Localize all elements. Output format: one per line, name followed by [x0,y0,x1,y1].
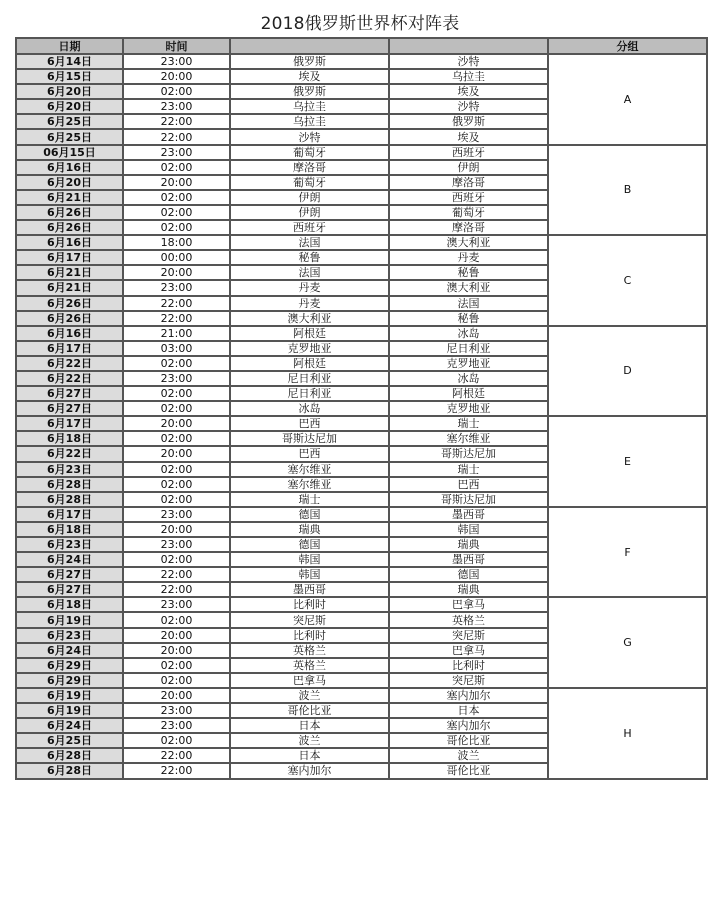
date-cell: 6月21日 [16,280,123,295]
team2-cell: 冰岛 [389,371,548,386]
date-cell: 6月21日 [16,265,123,280]
time-cell: 02:00 [123,386,230,401]
team2-cell: 西班牙 [389,190,548,205]
table-row [16,145,707,160]
team1-cell: 沙特 [230,129,389,144]
date-cell: 6月23日 [16,628,123,643]
time-cell: 00:00 [123,250,230,265]
team2-cell: 突尼斯 [389,673,548,688]
team2-cell: 秘鲁 [389,311,548,326]
time-cell: 02:00 [123,220,230,235]
table-row [16,597,707,612]
date-cell: 6月18日 [16,597,123,612]
team1-cell: 韩国 [230,552,389,567]
team2-cell: 巴西 [389,477,548,492]
date-cell: 6月17日 [16,341,123,356]
date-cell: 6月27日 [16,401,123,416]
team1-cell: 丹麦 [230,280,389,295]
team1-cell: 克罗地亚 [230,341,389,356]
time-cell: 22:00 [123,296,230,311]
team1-cell: 德国 [230,537,389,552]
header-row [16,38,707,54]
time-cell: 22:00 [123,748,230,763]
team2-cell: 克罗地亚 [389,356,548,371]
table-row [16,54,707,69]
time-cell: 02:00 [123,401,230,416]
date-cell: 6月26日 [16,220,123,235]
time-cell: 23:00 [123,371,230,386]
team1-cell: 葡萄牙 [230,175,389,190]
time-cell: 22:00 [123,763,230,778]
team2-cell: 沙特 [389,99,548,114]
team1-cell: 乌拉圭 [230,99,389,114]
team2-cell: 沙特 [389,54,548,69]
team2-cell: 法国 [389,296,548,311]
time-cell: 20:00 [123,446,230,461]
table-row [16,416,707,431]
team2-cell: 葡萄牙 [389,205,548,220]
team1-cell: 韩国 [230,567,389,582]
date-cell: 6月16日 [16,160,123,175]
date-cell: 06月15日 [16,145,123,160]
date-cell: 6月28日 [16,763,123,778]
team1-cell: 法国 [230,265,389,280]
date-cell: 6月19日 [16,688,123,703]
date-cell: 6月24日 [16,643,123,658]
team2-cell: 澳大利亚 [389,235,548,250]
time-cell: 02:00 [123,733,230,748]
team1-cell: 日本 [230,748,389,763]
date-cell: 6月17日 [16,416,123,431]
date-cell: 6月19日 [16,612,123,627]
date-cell: 6月27日 [16,567,123,582]
team1-cell: 比利时 [230,597,389,612]
time-cell: 02:00 [123,673,230,688]
header-date: 日期 [16,38,123,54]
time-cell: 23:00 [123,145,230,160]
team2-cell: 瑞士 [389,462,548,477]
team1-cell: 阿根廷 [230,356,389,371]
team1-cell: 哥斯达尼加 [230,431,389,446]
team2-cell: 瑞典 [389,582,548,597]
date-cell: 6月17日 [16,250,123,265]
date-cell: 6月18日 [16,431,123,446]
table-row [16,235,707,250]
date-cell: 6月28日 [16,492,123,507]
time-cell: 02:00 [123,190,230,205]
team1-cell: 伊朗 [230,190,389,205]
team2-cell: 克罗地亚 [389,401,548,416]
team2-cell: 埃及 [389,84,548,99]
team1-cell: 巴拿马 [230,673,389,688]
date-cell: 6月20日 [16,175,123,190]
team1-cell: 德国 [230,507,389,522]
team1-cell: 英格兰 [230,658,389,673]
header-group: 分组 [548,38,707,54]
team2-cell: 哥伦比亚 [389,733,548,748]
time-cell: 21:00 [123,326,230,341]
date-cell: 6月29日 [16,673,123,688]
team2-cell: 哥斯达尼加 [389,492,548,507]
time-cell: 23:00 [123,703,230,718]
time-cell: 02:00 [123,462,230,477]
time-cell: 02:00 [123,356,230,371]
time-cell: 20:00 [123,522,230,537]
time-cell: 23:00 [123,507,230,522]
time-cell: 23:00 [123,718,230,733]
team2-cell: 塞尔维亚 [389,431,548,446]
team1-cell: 塞尔维亚 [230,462,389,477]
team2-cell: 阿根廷 [389,386,548,401]
time-cell: 02:00 [123,552,230,567]
time-cell: 23:00 [123,597,230,612]
time-cell: 02:00 [123,431,230,446]
date-cell: 6月20日 [16,99,123,114]
date-cell: 6月24日 [16,718,123,733]
time-cell: 20:00 [123,643,230,658]
group-label: H [548,688,707,779]
header-team1 [230,38,389,54]
team1-cell: 法国 [230,235,389,250]
date-cell: 6月29日 [16,658,123,673]
time-cell: 22:00 [123,582,230,597]
team1-cell: 塞尔维亚 [230,477,389,492]
team1-cell: 摩洛哥 [230,160,389,175]
team1-cell: 俄罗斯 [230,84,389,99]
team1-cell: 阿根廷 [230,326,389,341]
table-row [16,507,707,522]
team1-cell: 墨西哥 [230,582,389,597]
team2-cell: 日本 [389,703,548,718]
team2-cell: 埃及 [389,129,548,144]
date-cell: 6月27日 [16,386,123,401]
team1-cell: 俄罗斯 [230,54,389,69]
team1-cell: 冰岛 [230,401,389,416]
schedule-table [15,37,708,780]
date-cell: 6月22日 [16,446,123,461]
team1-cell: 丹麦 [230,296,389,311]
date-cell: 6月23日 [16,537,123,552]
team2-cell: 尼日利亚 [389,341,548,356]
team2-cell: 巴拿马 [389,643,548,658]
date-cell: 6月19日 [16,703,123,718]
team1-cell: 巴西 [230,446,389,461]
time-cell: 20:00 [123,265,230,280]
time-cell: 23:00 [123,54,230,69]
time-cell: 20:00 [123,416,230,431]
time-cell: 02:00 [123,492,230,507]
date-cell: 6月25日 [16,114,123,129]
team2-cell: 摩洛哥 [389,220,548,235]
team2-cell: 塞内加尔 [389,718,548,733]
team2-cell: 澳大利亚 [389,280,548,295]
team2-cell: 墨西哥 [389,552,548,567]
team1-cell: 尼日利亚 [230,371,389,386]
team1-cell: 秘鲁 [230,250,389,265]
time-cell: 22:00 [123,567,230,582]
time-cell: 23:00 [123,99,230,114]
team2-cell: 英格兰 [389,612,548,627]
date-cell: 6月22日 [16,356,123,371]
team1-cell: 埃及 [230,69,389,84]
time-cell: 02:00 [123,160,230,175]
date-cell: 6月16日 [16,235,123,250]
date-cell: 6月18日 [16,522,123,537]
group-label: G [548,597,707,688]
time-cell: 22:00 [123,114,230,129]
team1-cell: 哥伦比亚 [230,703,389,718]
team2-cell: 哥斯达尼加 [389,446,548,461]
time-cell: 22:00 [123,129,230,144]
team2-cell: 丹麦 [389,250,548,265]
date-cell: 6月14日 [16,54,123,69]
team1-cell: 乌拉圭 [230,114,389,129]
time-cell: 02:00 [123,84,230,99]
table-row [16,688,707,703]
team2-cell: 突尼斯 [389,628,548,643]
page-title: 2018俄罗斯世界杯对阵表 [260,14,460,34]
date-cell: 6月28日 [16,748,123,763]
date-cell: 6月28日 [16,477,123,492]
team1-cell: 波兰 [230,688,389,703]
date-cell: 6月26日 [16,296,123,311]
table-row [16,326,707,341]
team2-cell: 巴拿马 [389,597,548,612]
team1-cell: 塞内加尔 [230,763,389,778]
date-cell: 6月17日 [16,507,123,522]
header-team2 [389,38,548,54]
time-cell: 02:00 [123,612,230,627]
date-cell: 6月20日 [16,84,123,99]
time-cell: 20:00 [123,628,230,643]
team2-cell: 西班牙 [389,145,548,160]
team2-cell: 俄罗斯 [389,114,548,129]
team2-cell: 德国 [389,567,548,582]
date-cell: 6月24日 [16,552,123,567]
team1-cell: 葡萄牙 [230,145,389,160]
team1-cell: 突尼斯 [230,612,389,627]
date-cell: 6月26日 [16,311,123,326]
time-cell: 23:00 [123,537,230,552]
date-cell: 6月27日 [16,582,123,597]
team2-cell: 伊朗 [389,160,548,175]
team2-cell: 瑞典 [389,537,548,552]
team1-cell: 澳大利亚 [230,311,389,326]
team2-cell: 塞内加尔 [389,688,548,703]
team2-cell: 波兰 [389,748,548,763]
date-cell: 6月16日 [16,326,123,341]
team2-cell: 比利时 [389,658,548,673]
team2-cell: 冰岛 [389,326,548,341]
time-cell: 18:00 [123,235,230,250]
team2-cell: 韩国 [389,522,548,537]
team1-cell: 比利时 [230,628,389,643]
date-cell: 6月25日 [16,129,123,144]
time-cell: 20:00 [123,175,230,190]
team2-cell: 秘鲁 [389,265,548,280]
header-time: 时间 [123,38,230,54]
group-label: C [548,235,707,326]
date-cell: 6月21日 [16,190,123,205]
team1-cell: 瑞士 [230,492,389,507]
group-label: E [548,416,707,507]
time-cell: 02:00 [123,477,230,492]
schedule-body [16,54,707,779]
team2-cell: 瑞士 [389,416,548,431]
time-cell: 22:00 [123,311,230,326]
group-label: B [548,145,707,236]
date-cell: 6月23日 [16,462,123,477]
date-cell: 6月25日 [16,733,123,748]
group-label: A [548,54,707,145]
time-cell: 23:00 [123,280,230,295]
time-cell: 02:00 [123,658,230,673]
team1-cell: 尼日利亚 [230,386,389,401]
time-cell: 02:00 [123,205,230,220]
team2-cell: 乌拉圭 [389,69,548,84]
team1-cell: 波兰 [230,733,389,748]
team1-cell: 伊朗 [230,205,389,220]
date-cell: 6月15日 [16,69,123,84]
team1-cell: 巴西 [230,416,389,431]
time-cell: 20:00 [123,69,230,84]
date-cell: 6月22日 [16,371,123,386]
team1-cell: 日本 [230,718,389,733]
time-cell: 20:00 [123,688,230,703]
team1-cell: 西班牙 [230,220,389,235]
team1-cell: 英格兰 [230,643,389,658]
group-label: D [548,326,707,417]
team1-cell: 瑞典 [230,522,389,537]
team2-cell: 墨西哥 [389,507,548,522]
team2-cell: 哥伦比亚 [389,763,548,778]
time-cell: 03:00 [123,341,230,356]
group-label: F [548,507,707,598]
team2-cell: 摩洛哥 [389,175,548,190]
date-cell: 6月26日 [16,205,123,220]
